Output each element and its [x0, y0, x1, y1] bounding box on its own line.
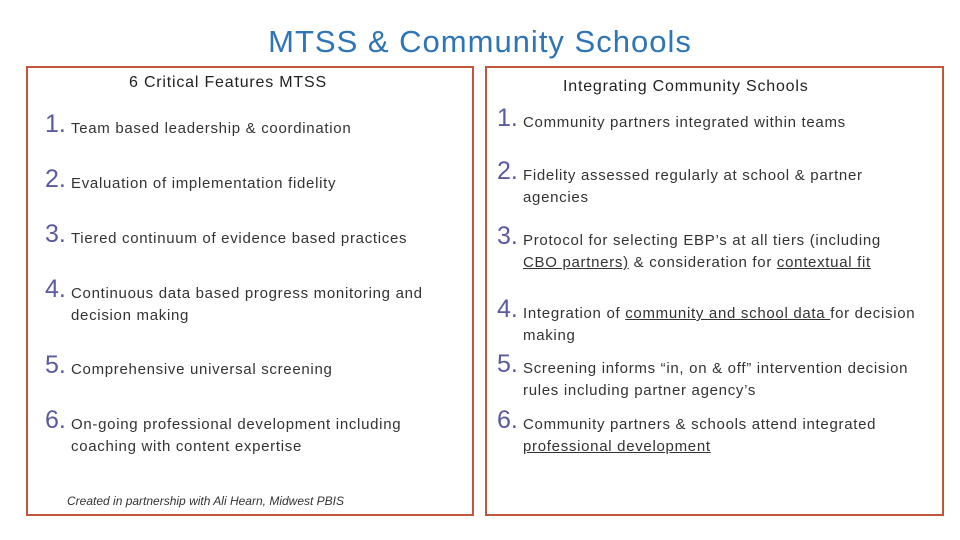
list-item — [497, 295, 917, 347]
list-item — [497, 157, 917, 209]
item-number: 2. — [45, 165, 66, 193]
left-column-heading: 6 Critical Features MTSS — [129, 74, 327, 91]
item-number: 2. — [497, 157, 518, 185]
item-number: 3. — [497, 222, 518, 250]
list-item — [497, 104, 917, 134]
item-number: 4. — [45, 275, 66, 303]
list-item — [45, 110, 465, 140]
underlined-text: community and school data — [625, 305, 831, 322]
item-number: 6. — [45, 406, 66, 434]
list-item — [497, 406, 917, 458]
item-text: Evaluation of implementation fidelity — [71, 175, 337, 192]
item-number: 5. — [497, 350, 518, 378]
credit-note: Created in partnership with Ali Hearn, Midwest PBIS — [67, 494, 345, 508]
text-part: for decision making — [523, 305, 916, 344]
list-item — [45, 406, 465, 458]
right-column-heading: Integrating Community Schools — [563, 78, 809, 95]
text-part: Integration of — [523, 305, 626, 322]
list-item — [45, 165, 465, 195]
item-number: 5. — [45, 351, 66, 379]
item-number: 1. — [45, 110, 66, 138]
item-text — [497, 230, 917, 274]
list-item — [497, 350, 917, 402]
item-number: 3. — [45, 220, 66, 248]
underlined-text: CBO partners) — [523, 254, 629, 271]
page-title: MTSS & Community Schools — [268, 24, 692, 59]
item-text — [497, 414, 917, 458]
text-part: & consideration for — [628, 254, 777, 271]
item-text: Comprehensive universal screening — [71, 361, 333, 378]
underlined-text: contextual fit — [776, 254, 871, 271]
list-item — [45, 220, 465, 250]
item-text: Team based leadership & coordination — [71, 120, 352, 137]
item-text: Screening informs “in, on & off” intervention decision rules including partner agency’s — [523, 360, 909, 399]
item-text: Continuous data based progress monitoring and decision making — [71, 285, 423, 324]
text-part: Community partners & schools attend integrated — [523, 416, 877, 433]
underlined-text: professional development — [523, 438, 711, 455]
item-text: Community partners integrated within teams — [523, 114, 846, 131]
item-number: 1. — [497, 104, 518, 132]
text-part: Protocol for selecting EBP’s at all tiers (including — [523, 232, 881, 249]
list-item — [45, 275, 465, 327]
item-text: On-going professional development including coaching with content expertise — [71, 416, 402, 455]
item-number: 4. — [497, 295, 518, 323]
item-number: 6. — [497, 406, 518, 434]
item-text: Tiered continuum of evidence based practices — [71, 230, 408, 247]
item-text: Fidelity assessed regularly at school & partner agencies — [523, 167, 863, 206]
item-text — [497, 303, 917, 347]
list-item — [45, 351, 465, 381]
list-item — [497, 222, 917, 274]
